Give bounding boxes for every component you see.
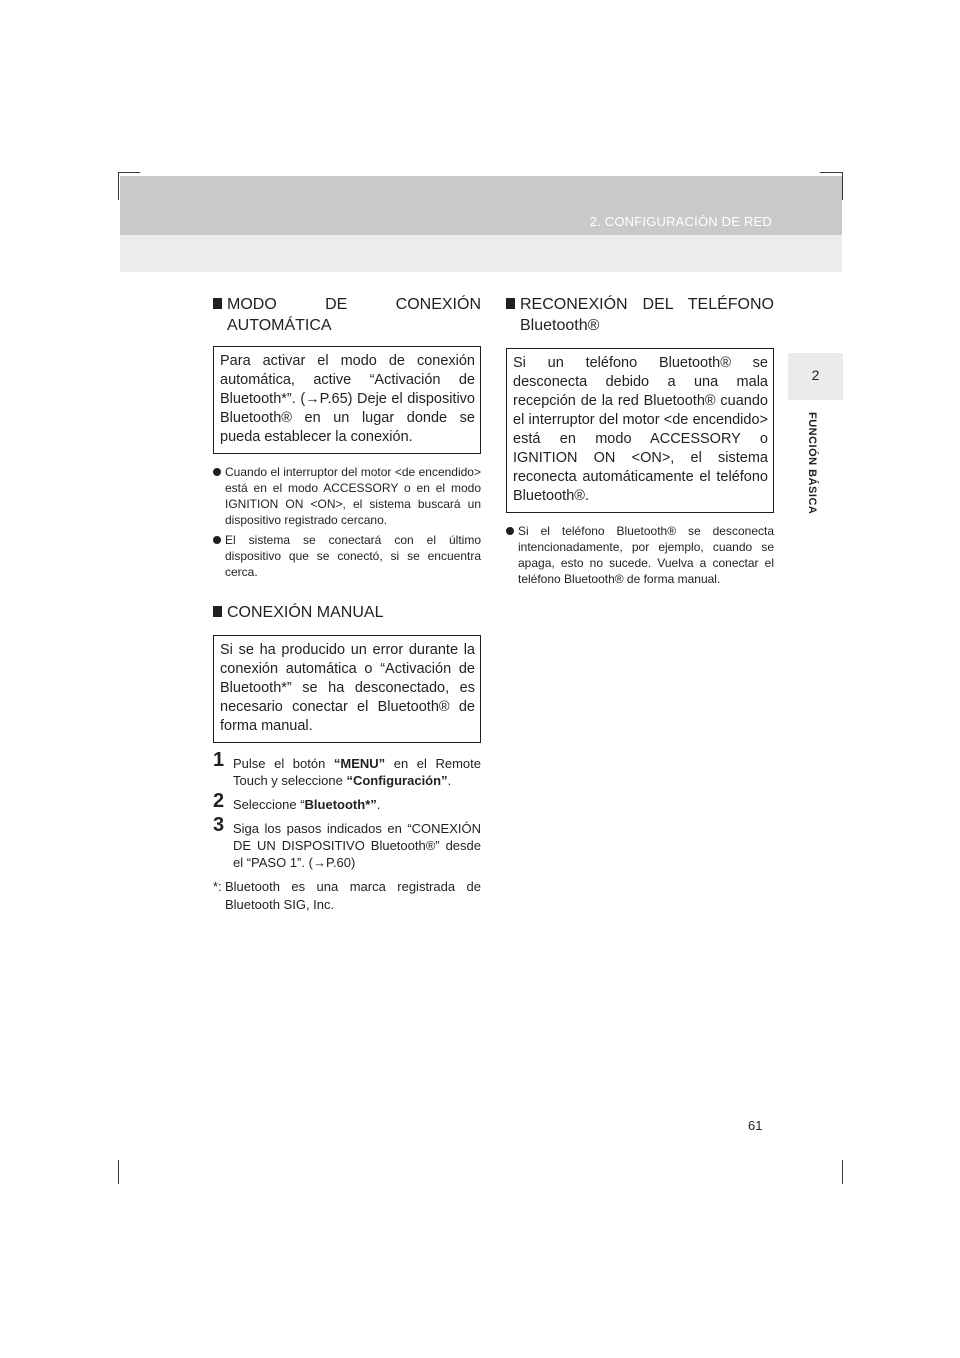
section-heading-auto: MODO DE CONEXIÓN AUTOMÁTICA bbox=[213, 294, 481, 336]
crop-mark bbox=[118, 172, 119, 200]
square-bullet-icon bbox=[213, 606, 222, 617]
section-title: 2. CONFIGURACIÓN DE RED bbox=[589, 214, 772, 229]
chapter-number: 2 bbox=[811, 367, 820, 383]
step-1: 1 Pulse el botón “MENU” en el Remote Touch y seleccione “Configuración”. bbox=[213, 749, 481, 788]
option-ref: Bluetooth*” bbox=[304, 797, 377, 812]
bullet-item: Si el teléfono Bluetooth® se desconecta intencionadamente, por ejemplo, cuando se apaga, esto no sucede. Vuelva a conectar el teléfono Bluetooth® de forma manual. bbox=[506, 523, 774, 587]
bullet-dot-icon bbox=[213, 536, 221, 544]
bullet-list-reconnect bbox=[506, 523, 774, 587]
info-box-manual: Si se ha producido un error durante la conexión automática o “Activación de Bluetooth*” se ha desconectado, es necesario conectar el Bluetooth® de forma manual. bbox=[213, 635, 481, 743]
right-column bbox=[506, 294, 774, 591]
left-column bbox=[213, 294, 481, 914]
step-number: 2 bbox=[213, 790, 225, 812]
square-bullet-icon bbox=[506, 298, 515, 309]
step-number: 3 bbox=[213, 814, 225, 836]
section-heading-reconnect: RECONEXIÓN DEL TELÉFONO Bluetooth® bbox=[506, 294, 774, 336]
square-bullet-icon bbox=[213, 298, 222, 309]
header-band-light bbox=[120, 235, 842, 272]
crop-mark bbox=[842, 172, 843, 200]
chapter-label-text: FUNCIÓN BÁSICA bbox=[806, 412, 818, 515]
bullet-item: Cuando el interruptor del motor <de encendido> está en el modo ACCESSORY o en el modo IGNITION ON <ON>, el sistema buscará un dispositivo registrado cercano. bbox=[213, 464, 481, 528]
bullet-dot-icon bbox=[506, 527, 514, 535]
step-2: 2 Seleccione “Bluetooth*”. bbox=[213, 790, 381, 812]
crop-mark bbox=[820, 172, 842, 173]
chapter-label bbox=[806, 412, 826, 532]
bullet-list-auto bbox=[213, 464, 481, 580]
page-number: 61 bbox=[748, 1118, 763, 1133]
bullet-dot-icon bbox=[213, 468, 221, 476]
info-box-reconnect: Si un teléfono Bluetooth® se desconecta debido a una mala recepción de la red Bluetooth® cuando el interruptor del motor <de encendido> está en modo ACCESSORY o IGNITION ON <ON>, el sistema reconecta automáticamente el teléfono Bluetooth®. bbox=[506, 348, 774, 513]
step-3: 3 Siga los pasos indicados en “CONEXIÓN DE UN DISPOSITIVO Bluetooth®” desde el “PASO 1”. (→P.60) bbox=[213, 814, 481, 870]
section-heading-manual: CONEXIÓN MANUAL bbox=[213, 602, 481, 623]
crop-mark bbox=[118, 1160, 119, 1184]
footnote-mark: *: bbox=[213, 879, 222, 894]
chapter-tab bbox=[788, 353, 843, 400]
header-band bbox=[120, 176, 842, 235]
option-ref: “Configuración” bbox=[346, 773, 448, 788]
info-box-auto: Para activar el modo de conexión automática, active “Activación de Bluetooth*”. (→P.65) Deje el dispositivo Bluetooth® en un lugar donde se pueda establecer la conexión. bbox=[213, 346, 481, 454]
crop-mark bbox=[842, 1160, 843, 1184]
step-number: 1 bbox=[213, 749, 225, 771]
menu-button-ref: “MENU” bbox=[333, 756, 386, 771]
crop-mark bbox=[118, 172, 140, 173]
step-list bbox=[213, 749, 481, 871]
footnote: *: Bluetooth es una marca registrada de Bluetooth SIG, Inc. bbox=[213, 879, 481, 912]
bullet-item: El sistema se conectará con el último dispositivo que se conectó, si se encuentra cerca. bbox=[213, 532, 481, 580]
